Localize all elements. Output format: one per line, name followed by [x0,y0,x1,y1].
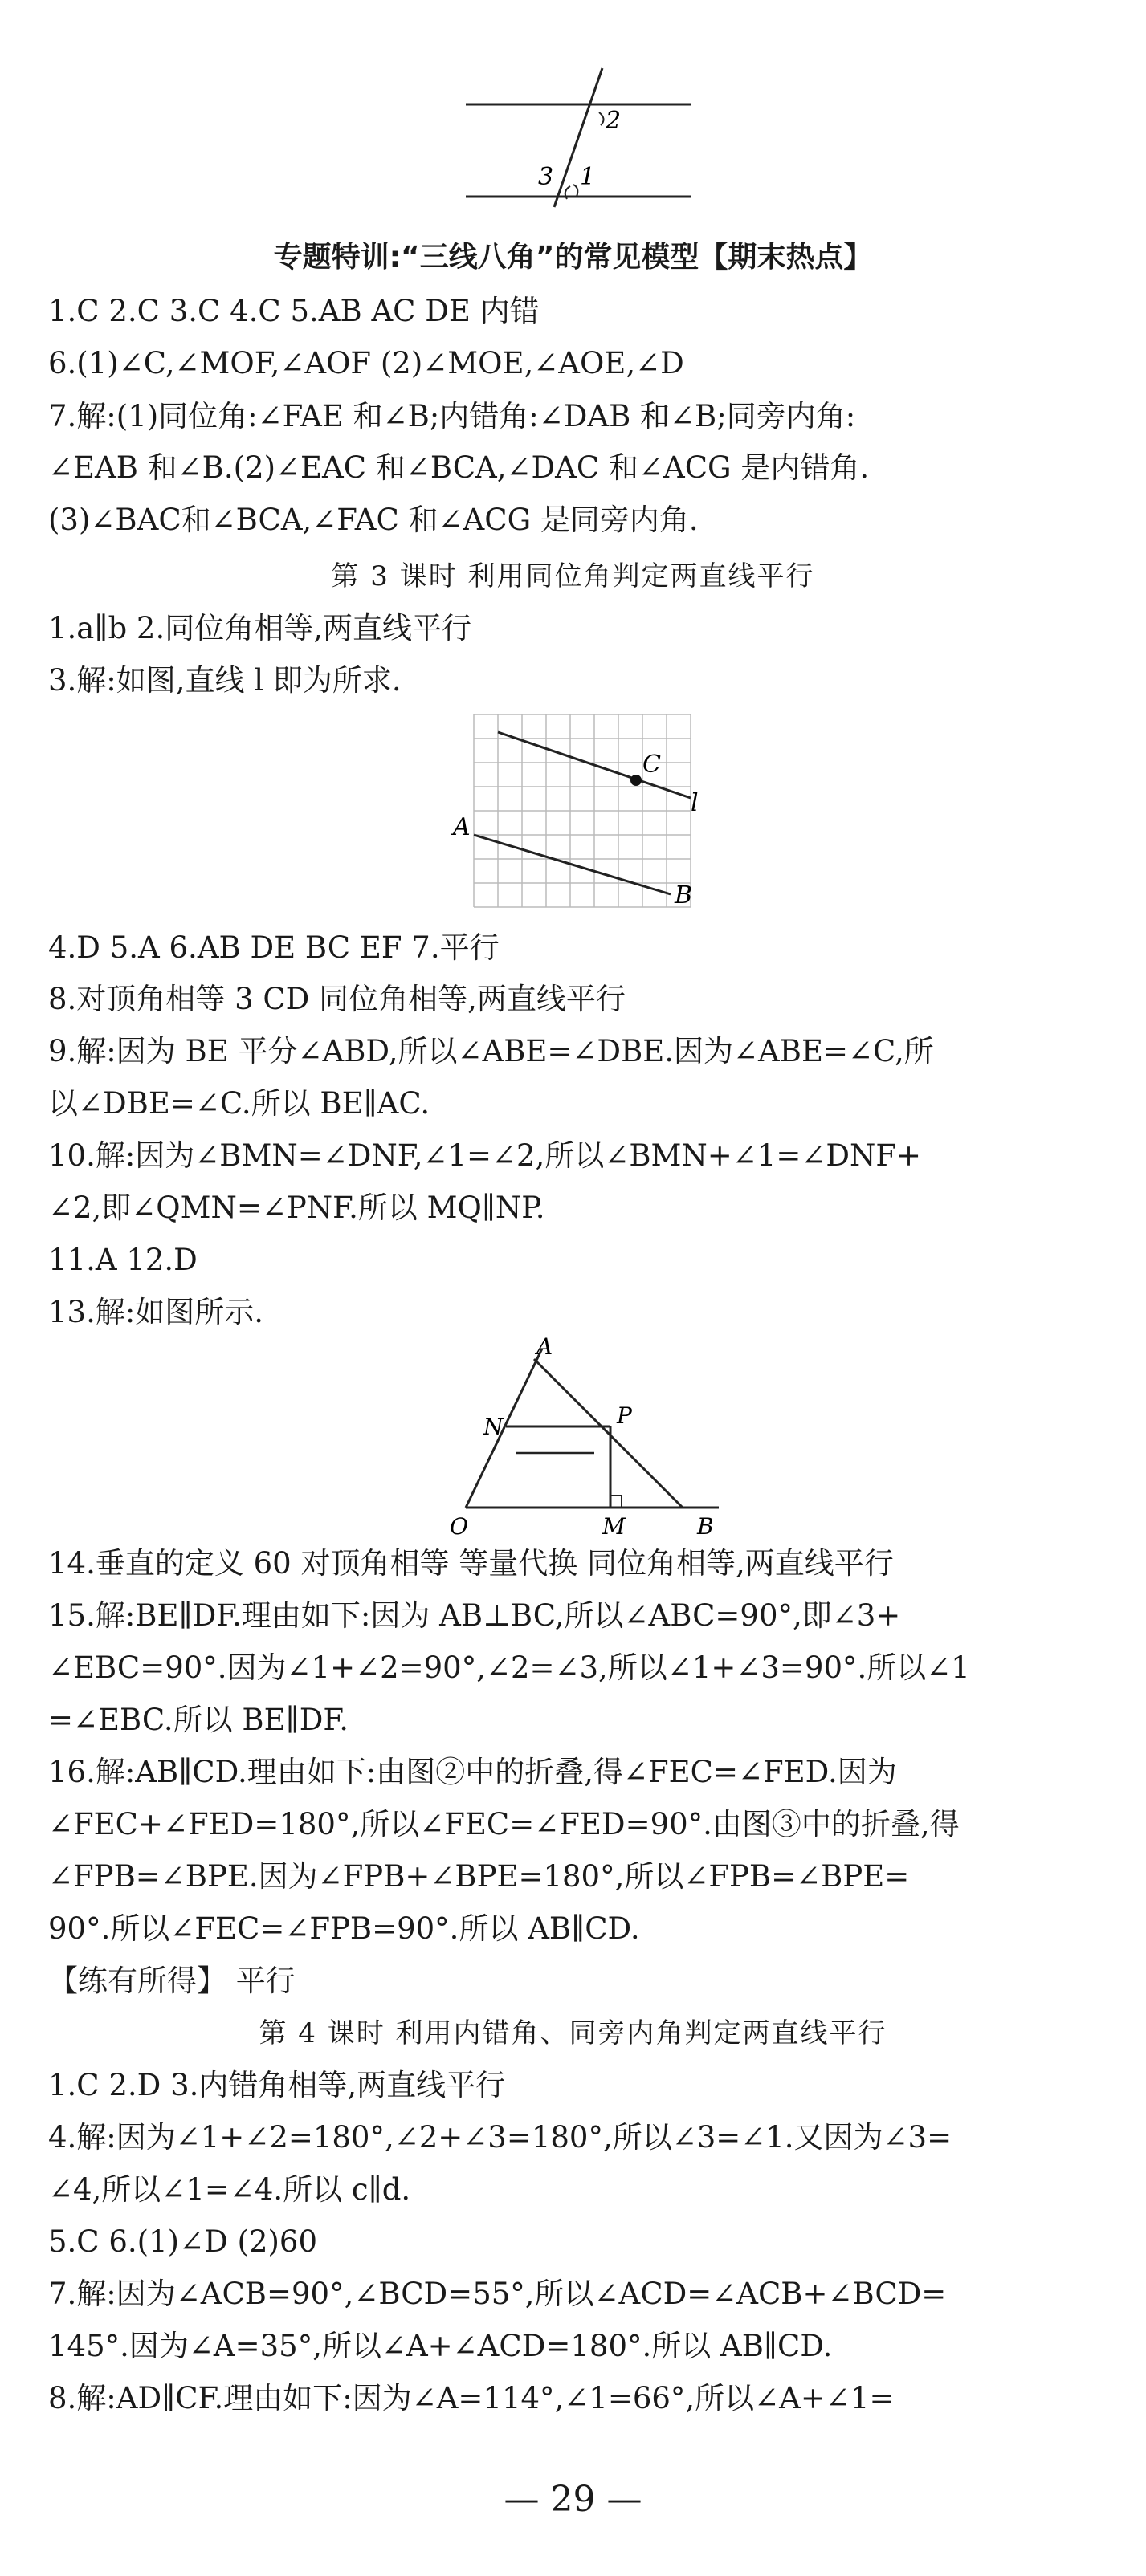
point-c-label: C [642,751,661,779]
answer-line: 8.解:AD∥CF.理由如下:因为∠A=114°,∠1=66°,所以∠A+∠1= [48,2381,895,2415]
angle-1-label: 1 [580,163,596,191]
answer-line: 13.解:如图所示. [48,1295,264,1329]
answer-line: =∠EBC.所以 BE∥DF. [48,1703,349,1737]
parallel-lines-figure [450,64,707,209]
answer-line: ∠FEC+∠FED=180°,所以∠FEC=∠FED=90°.由图③中的折叠,得 [48,1807,960,1841]
answer-line: 9.解:因为 BE 平分∠ABD,所以∠ABE=∠DBE.因为∠ABE=∠C,所 [48,1034,934,1068]
answer-line: 1.a∥b 2.同位角相等,两直线平行 [48,611,471,645]
answer-line: 8.对顶角相等 3 CD 同位角相等,两直线平行 [48,982,626,1016]
page-number: — 29 — [504,2479,642,2520]
point-a-label: A [536,1337,553,1360]
point-m-label: M [602,1513,626,1540]
answer-line: 1.C 2.D 3.内错角相等,两直线平行 [48,2068,506,2102]
answer-line: 7.解:因为∠ACB=90°,∠BCD=55°,所以∠ACD=∠ACB+∠BCD= [48,2277,947,2311]
lesson-4-title: 第 4 课时 利用内错角、同旁内角判定两直线平行 [259,2017,887,2049]
practice-summary: 【练有所得】 平行 [48,1964,296,1998]
answer-line: 以∠DBE=∠C.所以 BE∥AC. [48,1086,430,1121]
answer-line: 7.解:(1)同位角:∠FAE 和∠B;内错角:∠DAB 和∠B;同旁内角: [48,399,856,433]
answer-line: 11.A 12.D [48,1243,198,1277]
grid-parallel-figure [450,708,715,917]
point-b-label: B [697,1513,714,1540]
answer-line: 3.解:如图,直线 l 即为所求. [48,663,402,698]
answer-line: 4.D 5.A 6.AB DE BC EF 7.平行 [48,930,500,965]
point-p-label: P [617,1402,632,1429]
answer-line: 1.C 2.C 3.C 4.C 5.AB AC DE 内错 [48,294,540,328]
angle-3-label: 3 [538,163,554,191]
answer-line: ∠EAB 和∠B.(2)∠EAC 和∠BCA,∠DAC 和∠ACG 是内错角. [48,450,870,485]
answer-line: 16.解:AB∥CD.理由如下:由图②中的折叠,得∠FEC=∠FED.因为 [48,1755,897,1789]
point-b-label: B [675,881,693,910]
answer-line: ∠EBC=90°.因为∠1+∠2=90°,∠2=∠3,所以∠1+∠3=90°.所以∠1 [48,1650,970,1685]
answer-line: ∠4,所以∠1=∠4.所以 c∥d. [48,2172,411,2207]
answer-line: (3)∠BAC和∠BCA,∠FAC 和∠ACG 是同旁内角. [48,503,699,537]
point-o-label: O [450,1513,468,1540]
special-training-title: 专题特训:“三线八角”的常见模型【期末热点】 [273,241,873,274]
point-n-label: N [483,1414,504,1440]
lesson-3-title: 第 3 课时 利用同位角判定两直线平行 [331,560,815,592]
answer-line: ∠FPB=∠BPE.因为∠FPB+∠BPE=180°,所以∠FPB=∠BPE= [48,1859,910,1894]
triangle-construction-figure [450,1337,739,1541]
answer-line: 90°.所以∠FEC=∠FPB=90°.所以 AB∥CD. [48,1911,640,1946]
answer-line: 15.解:BE∥DF.理由如下:因为 AB⊥BC,所以∠ABC=90°,即∠3+ [48,1598,901,1633]
angle-2-label: 2 [606,107,622,135]
line-l-label: l [691,789,699,817]
point-a-label: A [453,813,471,841]
answer-line: 4.解:因为∠1+∠2=180°,∠2+∠3=180°,所以∠3=∠1.又因为∠3= [48,2120,952,2155]
answer-line: 5.C 6.(1)∠D (2)60 [48,2224,318,2259]
answer-line: 6.(1)∠C,∠MOF,∠AOF (2)∠MOE,∠AOE,∠D [48,346,684,380]
answer-line: 145°.因为∠A=35°,所以∠A+∠ACD=180°.所以 AB∥CD. [48,2329,833,2363]
answer-line: ∠2,即∠QMN=∠PNF.所以 MQ∥NP. [48,1190,545,1225]
answer-line: 14.垂直的定义 60 对顶角相等 等量代换 同位角相等,两直线平行 [48,1546,894,1581]
answer-line: 10.解:因为∠BMN=∠DNF,∠1=∠2,所以∠BMN+∠1=∠DNF+ [48,1138,922,1173]
